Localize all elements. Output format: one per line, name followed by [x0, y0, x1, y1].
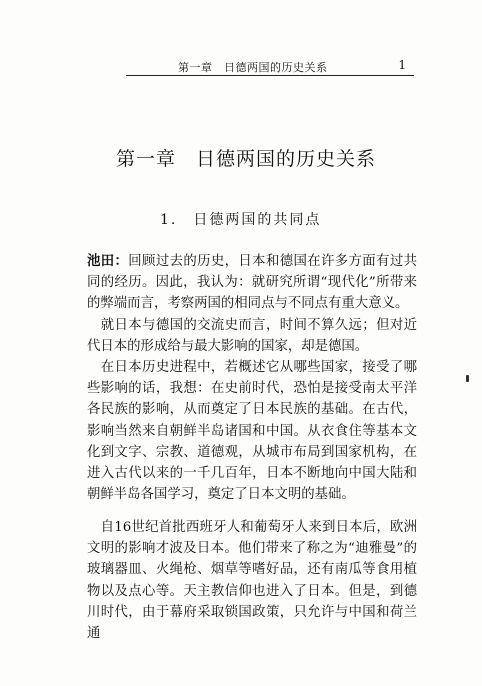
paragraph-4-text: 自16世纪首批西班牙人和葡萄牙人来到日本后，欧洲文明的影响才波及日本。他们带来了称之为“迪雅曼”的玻璃器皿、火绳枪、烟草等嗜好品，还有南瓜等食用植物以及点心等。天主教信仰也进入了日本。但是，到德川时代，由于幕府采取锁国政策，只允许与中国和荷兰通 [87, 520, 417, 642]
chapter-title: 第一章 日德两国的历史关系 [116, 148, 377, 170]
paragraph-4 [87, 517, 417, 644]
scan-speck [466, 375, 469, 382]
paragraph-2-text: 就日本与德国的交流史而言，时间不算久远；但对近代日本的形成给与最大影响的国家，却是德国。 [87, 318, 417, 355]
paragraph-2 [87, 315, 417, 357]
indent [87, 318, 101, 333]
paragraph-3-text: 在日本历史进程中，若概述它从哪些国家，接受了哪些影响的话，我想：在史前时代，恐怕是接受南太平洋各民族的影响，从而奠定了日本民族的基础。在古代，影响当然来自朝鲜半岛诸国和中国。从衣食住等基本文化到文字、宗教、道德观，从城市布局到国家机构，在进入古代以来的一千几百年，日本不断地向中国大陆和朝鲜半岛各国学习，奠定了日本文明的基础。 [87, 360, 417, 503]
speaker-label: 池田： [87, 253, 129, 269]
indent [87, 360, 101, 375]
header-rule [126, 75, 414, 76]
running-header [126, 59, 414, 75]
paragraph-1 [87, 251, 417, 315]
page-number: 1 [398, 58, 406, 72]
paragraph-1-text: 回顾过去的历史，日本和德国在许多方面有过共同的经历。因此，我认为：就研究所谓“现代化”所带来的弊端而言，考察两国的相同点与不同点有重大意义。 [87, 254, 417, 312]
running-header-title: 第一章 日德两国的历史关系 [178, 61, 328, 74]
paragraph-3 [87, 357, 417, 505]
indent [87, 520, 101, 535]
section-title: 1. 日德两国的共同点 [160, 212, 322, 228]
